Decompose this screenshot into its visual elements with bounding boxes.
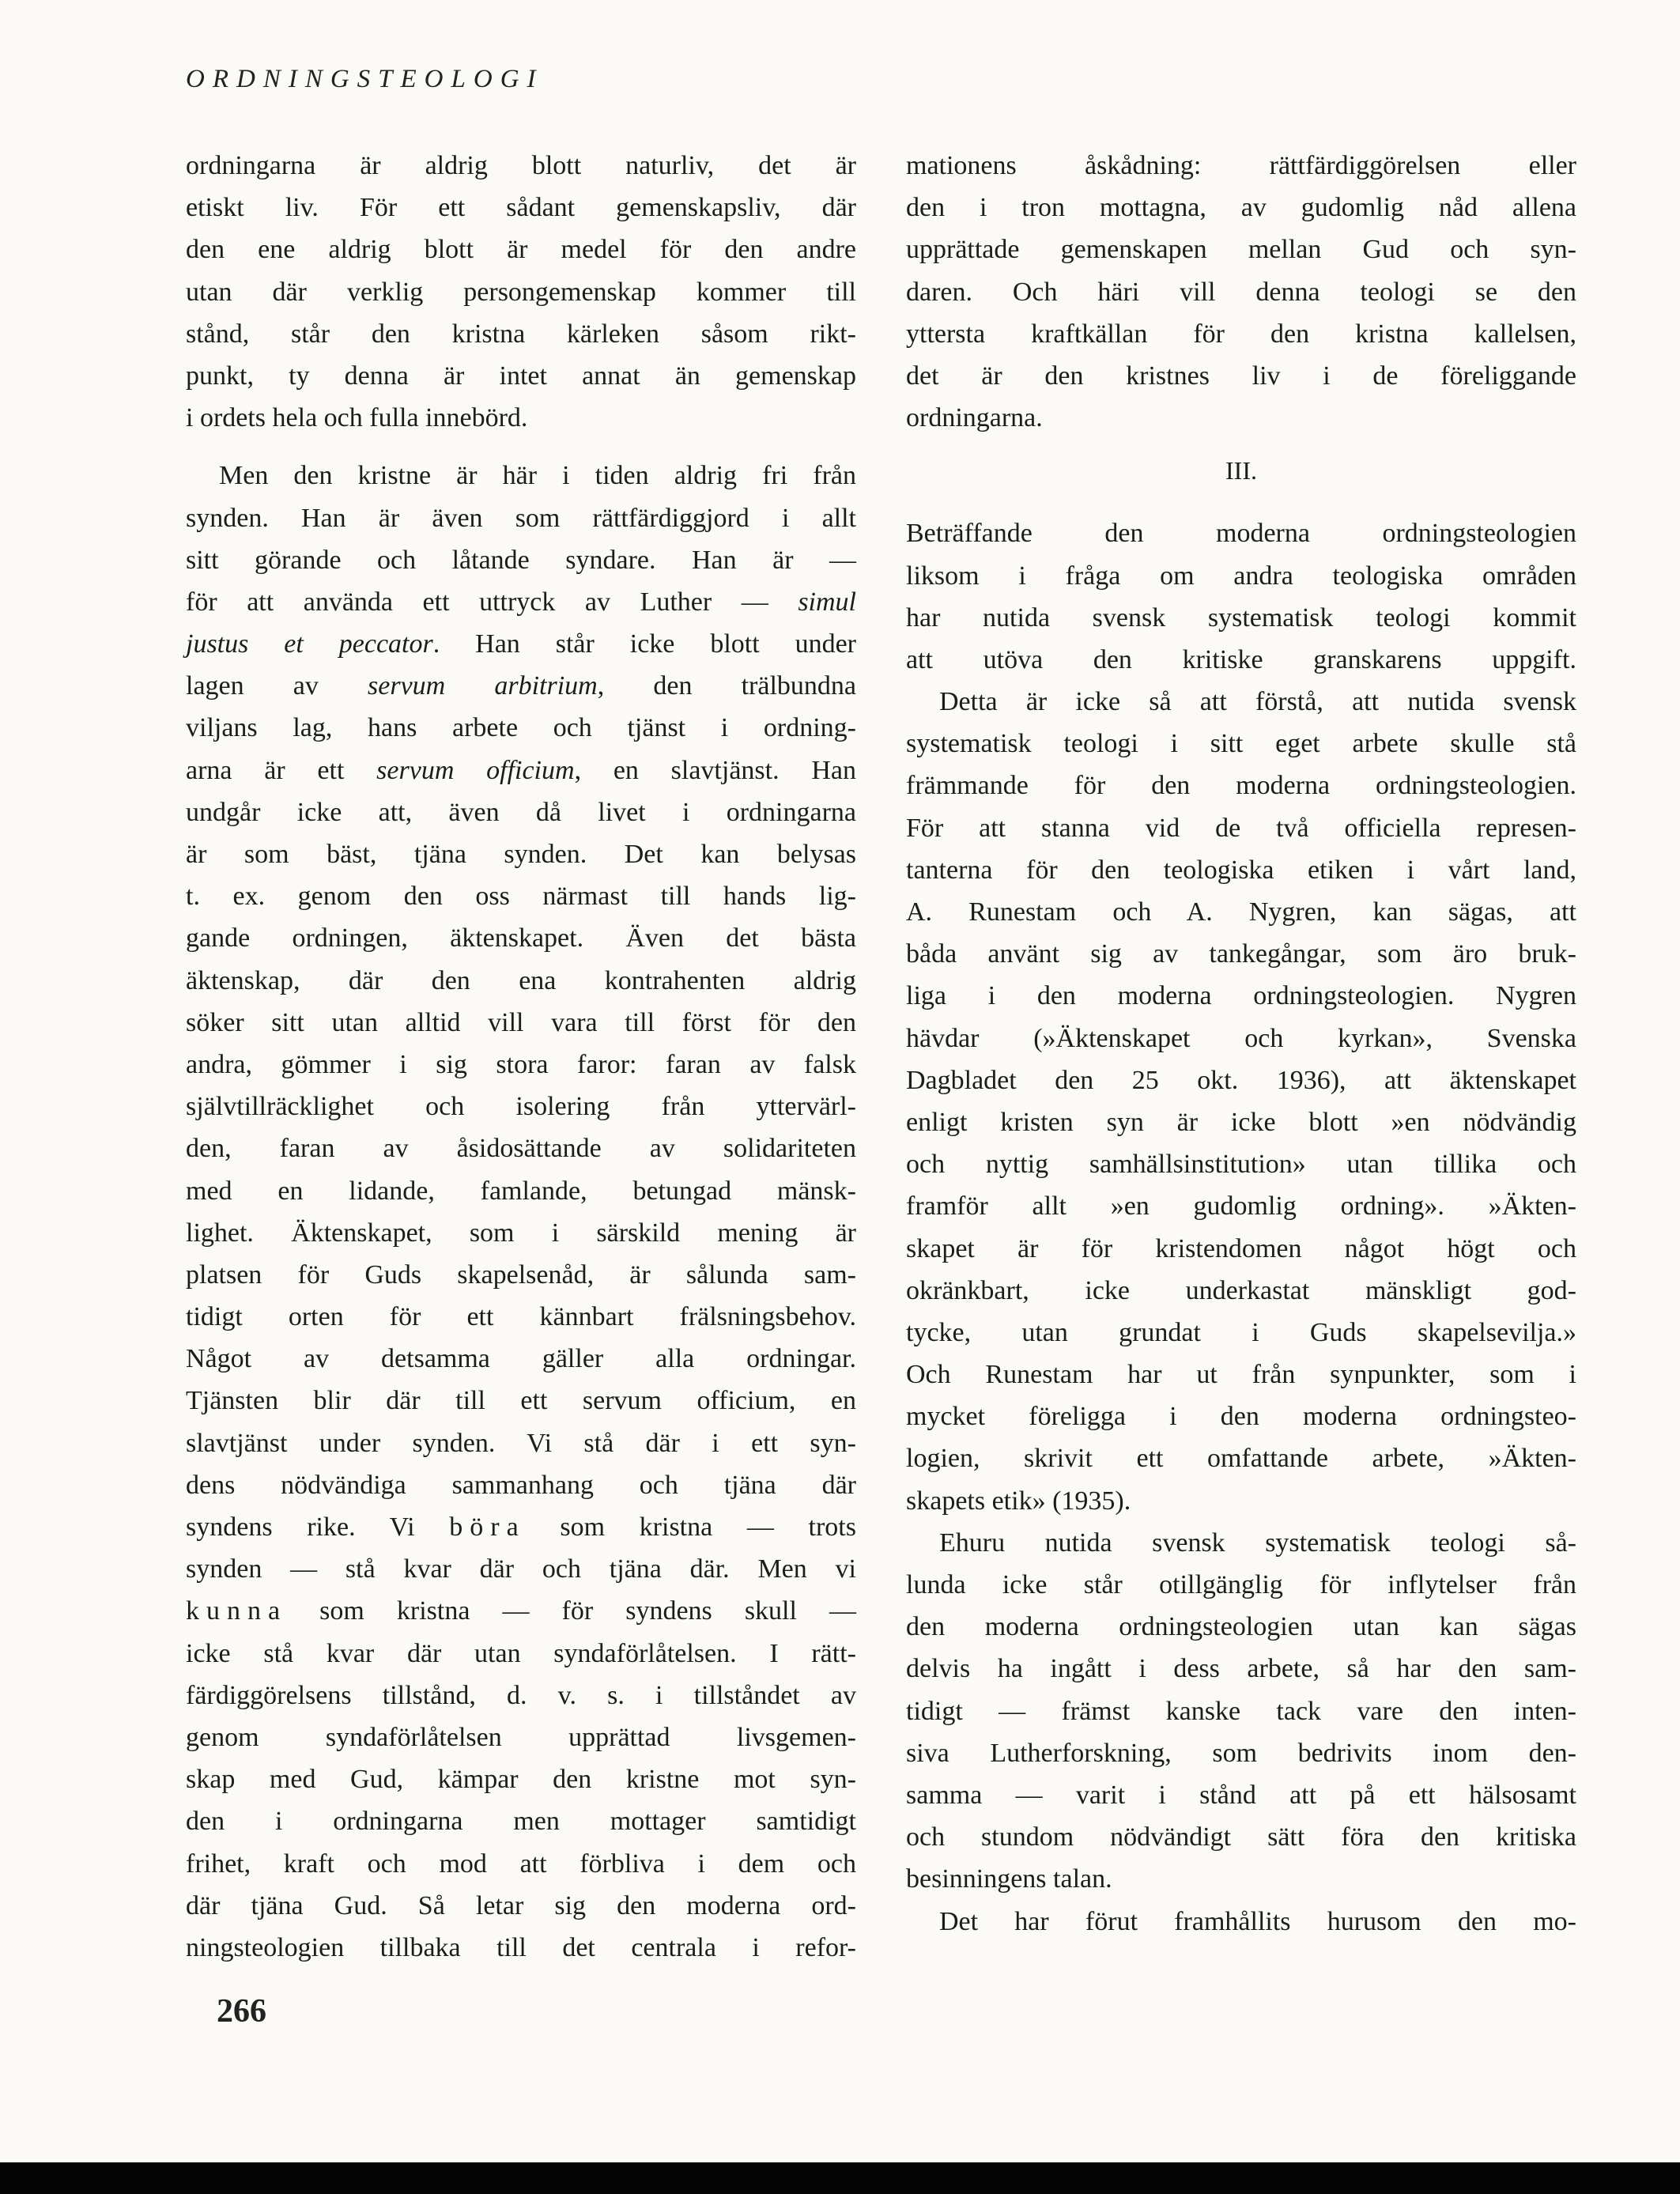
italic-phrase: simul [798, 587, 856, 617]
text-line: ordningarna är aldrig blott naturliv, det är [186, 151, 856, 180]
text-line: främmande för den moderna ordningsteologien. [906, 771, 1576, 801]
italic-phrase: servum officium [376, 755, 575, 785]
text-line: liksom i fråga om andra teologiska områden [906, 561, 1576, 591]
text-line: andra, gömmer i sig stora faror: faran av falsk [186, 1049, 856, 1079]
text-segment: , den trälbundna [597, 671, 856, 701]
text-line: För att stanna vid de två officiella represen- [906, 813, 1576, 843]
spaced-emphasis: böra [449, 1512, 526, 1542]
text-line: i ordets hela och fulla innebörd. [186, 403, 528, 433]
text-line: Något av detsamma gäller alla ordningar. [186, 1344, 856, 1374]
scan-border [0, 2162, 1680, 2194]
right-column [906, 145, 1576, 1943]
paragraph [906, 681, 1576, 1522]
paragraph [906, 145, 1576, 439]
text-line: synden — stå kvar där och tjäna där. Men vi [186, 1554, 856, 1584]
italic-phrase: justus et peccator [186, 629, 433, 659]
text-line: yttersta kraftkällan för den kristna kallelsen, [906, 319, 1576, 349]
text-line: söker sitt utan alltid vill vara till först för den [186, 1007, 856, 1037]
text-line: enligt kristen syn är icke blott »en nödvändig [906, 1107, 1576, 1137]
text-line: Ehuru nutida svensk systematisk teologi så- [939, 1527, 1576, 1558]
text-line: liga i den moderna ordningsteologien. Nygren [906, 981, 1576, 1011]
text-line: besinningens talan. [906, 1864, 1112, 1894]
text-line: den i ordningarna men mottager samtidigt [186, 1807, 856, 1837]
text-line: och nyttig samhällsinstitution» utan tillika och [906, 1150, 1576, 1180]
text-line [186, 1590, 856, 1632]
text-segment: för att använda ett uttryck av Luther — [186, 587, 798, 617]
text-line: siva Lutherforskning, som bedrivits inom den- [906, 1738, 1576, 1768]
text-line: sitt görande och låtande syndare. Han är — [186, 545, 856, 575]
text-line: den ene aldrig blott är medel för den andre [186, 235, 856, 265]
text-line: att utöva den kritiske granskarens uppgift. [906, 644, 1576, 674]
text-line: ordningarna. [906, 403, 1043, 433]
text-line: okränkbart, icke underkastat mänskligt god- [906, 1275, 1576, 1305]
text-line: tidigt orten för ett kännbart frälsningsbehov. [186, 1302, 856, 1332]
text-line: är som bäst, tjäna synden. Det kan belysas [186, 840, 856, 869]
text-segment: syndens rike. Vi [186, 1512, 450, 1542]
text-line [186, 1506, 856, 1548]
text-line: den moderna ordningsteologien utan kan sägas [906, 1612, 1576, 1642]
text-line: punkt, ty denna är intet annat än gemenskap [186, 361, 856, 391]
text-line: framför allt »en gudomlig ordning». »Äkten- [906, 1191, 1576, 1222]
text-line: icke stå kvar där utan syndaförlåtelsen. I rätt- [186, 1638, 856, 1668]
text-line [186, 623, 856, 665]
text-line: platsen för Guds skapelsenåd, är sålunda sam- [186, 1259, 856, 1290]
text-line: äktenskap, där den ena kontrahenten aldrig [186, 965, 856, 995]
text-line: daren. Och häri vill denna teologi se den [906, 277, 1576, 307]
text-line: tanterna för den teologiska etiken i vårt land, [906, 855, 1576, 885]
text-line: systematisk teologi i sitt eget arbete skulle stå [906, 729, 1576, 759]
text-line: skapet är för kristendomen något högt och [906, 1233, 1576, 1263]
text-line: ningsteologien tillbaka till det centrala i refor- [186, 1932, 856, 1962]
text-line: självtillräcklighet och isolering från yttervärl- [186, 1092, 856, 1122]
paragraph [906, 1901, 1576, 1943]
text-line: lighet. Äktenskapet, som i särskild mening är [186, 1218, 856, 1248]
italic-phrase: servum arbitrium [368, 671, 598, 701]
text-line: Det har förut framhållits hurusom den mo- [939, 1906, 1576, 1936]
text-line: stånd, står den kristna kärleken såsom rikt- [186, 319, 856, 349]
text-line: delvis ha ingått i dess arbete, så har den sam- [906, 1654, 1576, 1684]
page-number: 266 [217, 1993, 266, 2030]
text-line [186, 665, 856, 707]
section-heading: III. [1225, 456, 1257, 485]
text-segment: arna är ett [186, 755, 377, 785]
text-line: färdiggörelsens tillstånd, d. v. s. i tillståndet av [186, 1680, 856, 1710]
paragraph [186, 145, 856, 439]
text-line: skapets etik» (1935). [906, 1486, 1131, 1516]
text-line: lunda icke står otillgänglig för inflytelser från [906, 1570, 1576, 1599]
text-line: tidigt — främst kanske tack vare den inten- [906, 1696, 1576, 1726]
text-line [186, 581, 856, 623]
text-line: tycke, utan grundat i Guds skapelsevilja.» [906, 1317, 1576, 1347]
paragraph [906, 1522, 1576, 1901]
text-line: Beträffande den moderna ordningsteologien [906, 519, 1576, 549]
paragraph [906, 512, 1576, 681]
text-line: hävdar (»Äktenskapet och kyrkan», Svenska [906, 1023, 1576, 1053]
text-line: där tjäna Gud. Så letar sig den moderna ord- [186, 1890, 856, 1920]
text-segment: lagen av [186, 671, 368, 701]
text-line: genom syndaförlåtelsen upprättad livsgemen- [186, 1722, 856, 1752]
text-line: den, faran av åsidosättande av solidariteten [186, 1134, 856, 1164]
text-line [186, 750, 856, 791]
text-line: den i tron mottagna, av gudomlig nåd allena [906, 193, 1576, 223]
text-line: med en lidande, famlande, betungad mänsk- [186, 1176, 856, 1206]
running-head: ORDNINGSTEOLOGI [186, 65, 544, 93]
text-line: samma — varit i stånd att på ett hälsosamt [906, 1780, 1576, 1810]
text-line: upprättade gemenskapen mellan Gud och syn- [906, 235, 1576, 265]
text-line: skap med Gud, kämpar den kristne mot syn- [186, 1765, 856, 1795]
paragraph [186, 455, 856, 1969]
text-segment: som kristna — trots [525, 1512, 856, 1542]
text-line: logien, skrivit ett omfattande arbete, »Äkten- [906, 1444, 1576, 1474]
text-line: båda använt sig av tankegångar, som äro bruk- [906, 939, 1576, 969]
text-line: dens nödvändiga sammanhang och tjäna där [186, 1470, 856, 1500]
text-line: Tjänsten blir där till ett servum officium, en [186, 1386, 856, 1416]
text-line: det är den kristnes liv i de föreliggande [906, 361, 1576, 391]
text-line: gande ordningen, äktenskapet. Även det bästa [186, 923, 856, 954]
text-line: har nutida svensk systematisk teologi kommit [906, 602, 1576, 633]
text-segment: . Han står icke blott under [432, 629, 856, 659]
text-line: utan där verklig persongemenskap kommer till [186, 277, 856, 307]
text-line: frihet, kraft och mod att förbliva i dem och [186, 1848, 856, 1879]
text-line: mycket föreligga i den moderna ordningsteo- [906, 1402, 1576, 1432]
text-line: synden. Han är även som rättfärdiggjord i allt [186, 503, 856, 533]
text-segment: , en slavtjänst. Han [574, 755, 856, 785]
text-line: A. Runestam och A. Nygren, kan sägas, att [906, 897, 1576, 927]
text-line: t. ex. genom den oss närmast till hands lig- [186, 882, 856, 912]
spaced-emphasis: kunna [186, 1596, 288, 1626]
text-line: Men den kristne är här i tiden aldrig fri från [219, 461, 856, 491]
text-line: Detta är icke så att förstå, att nutida svensk [939, 687, 1576, 717]
text-line: viljans lag, hans arbete och tjänst i ordning- [186, 713, 856, 743]
text-segment: som kristna — för syndens skull — [287, 1596, 856, 1626]
text-line: Och Runestam har ut från synpunkter, som i [906, 1360, 1576, 1390]
text-line: slavtjänst under synden. Vi stå där i ett syn- [186, 1428, 856, 1458]
left-column [186, 145, 856, 1969]
text-line: undgår icke att, även då livet i ordningarna [186, 797, 856, 827]
text-line: etiskt liv. För ett sådant gemenskapsliv, där [186, 193, 856, 223]
text-line: och stundom nödvändigt sätt föra den kritiska [906, 1822, 1576, 1852]
text-line: mationens åskådning: rättfärdiggörelsen eller [906, 151, 1576, 180]
text-line: Dagbladet den 25 okt. 1936), att äktenskapet [906, 1065, 1576, 1095]
